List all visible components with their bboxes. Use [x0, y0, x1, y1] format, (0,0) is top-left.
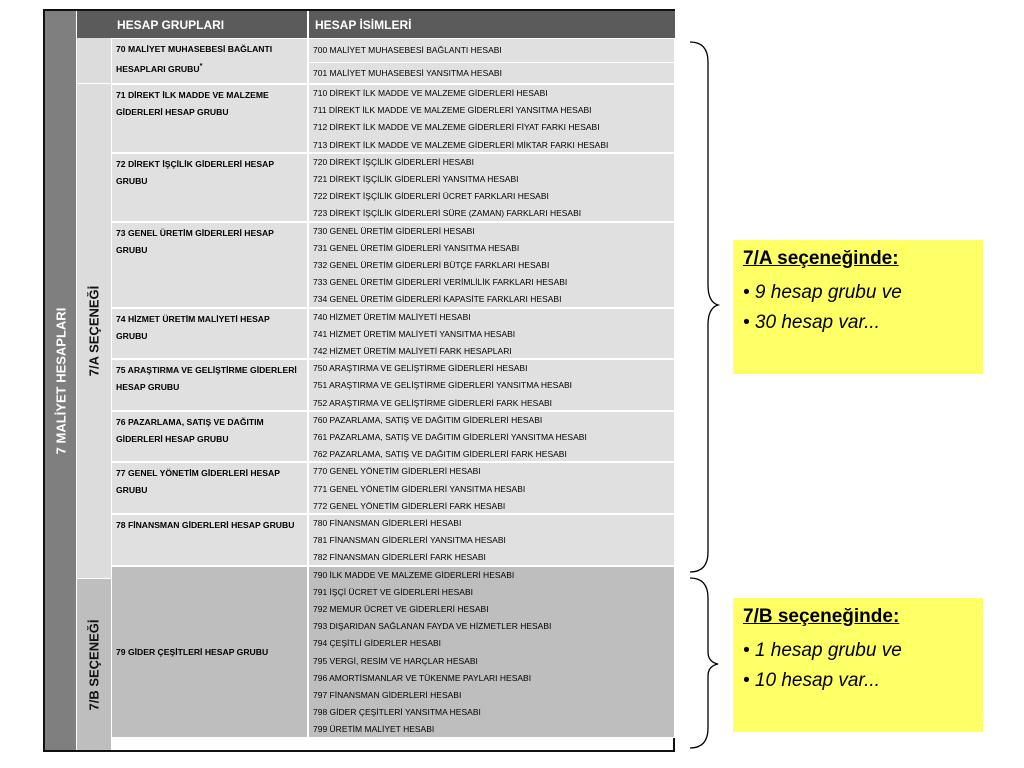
- account-name: 740 HİZMET ÜRETİM MALİYETİ HESABI: [313, 311, 471, 322]
- group-name: 73 GENEL ÜRETİM GİDERLERİ HESAP GRUBU: [116, 227, 274, 255]
- account-name: 791 İŞÇİ ÜCRET VE GİDERLERİ HESABI: [313, 586, 473, 597]
- note-a-item: • 30 hesap var...: [743, 312, 880, 333]
- account-name: 701 MALİYET MUHASEBESİ YANSITMA HESABI: [313, 68, 502, 78]
- group-footnote-mark: *: [199, 62, 203, 70]
- main-label: 7 MALİYET HESAPLARI: [53, 307, 68, 454]
- group-name: 78 FİNANSMAN GİDERLERİ HESAP GRUBU: [116, 520, 295, 530]
- brace-option-b: [690, 578, 718, 748]
- account-name: 781 FİNANSMAN GİDERLERİ YANSITMA HESABI: [313, 535, 506, 546]
- account-name: 720 DİREKT İŞÇİLİK GİDERLERİ HESABI: [313, 156, 474, 167]
- account-name: 723 DİREKT İŞÇİLİK GİDERLERİ SÜRE (ZAMAN) FARKLARI HESABI: [313, 208, 582, 219]
- group-name: 77 GENEL YÖNETİM GİDERLERİ HESAP GRUBU: [116, 468, 280, 496]
- account-name: 793 DIŞARIDAN SAĞLANAN FAYDA VE HİZMETLER HESABI: [313, 621, 552, 632]
- account-name: 700 MALİYET MUHASEBESİ BAĞLANTI HESABI: [313, 45, 502, 55]
- account-name: 750 ARAŞTIRMA VE GELİŞTİRME GİDERLERİ HESABI: [313, 363, 528, 374]
- account-name: 741 HİZMET ÜRETİM MALİYETİ YANSITMA HESABI: [313, 328, 516, 339]
- account-name: 734 GENEL ÜRETİM GİDERLERİ KAPASİTE FARKLARI HESABI: [313, 294, 562, 305]
- account-name: 795 VERGİ, RESİM VE HARÇLAR HESABI: [313, 655, 478, 666]
- account-name: 732 GENEL ÜRETİM GİDERLERİ BÜTÇE FARKLARI HESABI: [313, 259, 550, 270]
- account-name: 731 GENEL ÜRETİM GİDERLERİ YANSITMA HESABI: [313, 242, 520, 253]
- group-name: 70 MALİYET MUHASEBESİ BAĞLANTI HESAPLARI GRUBU: [116, 44, 273, 74]
- account-name: 712 DİREKT İLK MADDE VE MALZEME GİDERLERİ FİYAT FARKI HESABI: [313, 122, 600, 133]
- account-name: 772 GENEL YÖNETİM GİDERLERİ FARK HESABI: [313, 500, 506, 511]
- note-a-title: 7/A seçeneğinde:: [743, 248, 899, 269]
- account-name: 796 AMORTİSMANLAR VE TÜKENME PAYLARI HESABI: [313, 672, 532, 683]
- account-name: 752 ARAŞTIRMA VE GELİŞTİRME GİDERLERİ FARK HESABI: [313, 397, 553, 408]
- account-name: 721 DİREKT İŞÇİLİK GİDERLERİ YANSITMA HESABI: [313, 173, 519, 184]
- account-name: 762 PAZARLAMA, SATIŞ VE DAĞITIM GİDERLERİ FARK HESABI: [313, 449, 567, 460]
- note-b-title: 7/B seçeneğinde:: [743, 606, 900, 627]
- group-name: 72 DİREKT İŞÇİLİK GİDERLERİ HESAP GRUBU: [116, 158, 274, 186]
- account-name: 722 DİREKT İŞÇİLİK GİDERLERİ ÜCRET FARKLARI HESABI: [313, 191, 549, 202]
- account-name: 771 GENEL YÖNETİM GİDERLERİ YANSITMA HESABI: [313, 483, 526, 494]
- note-b-item: • 1 hesap grubu ve: [743, 640, 902, 661]
- account-name: 713 DİREKT İLK MADDE VE MALZEME GİDERLERİ MİKTAR FARKI HESABI: [313, 139, 609, 150]
- account-name: 790 İLK MADDE VE MALZEME GİDERLERİ HESABI: [313, 569, 515, 580]
- account-name: 751 ARAŞTIRMA VE GELİŞTİRME GİDERLERİ YANSITMA HESABI: [313, 380, 573, 391]
- group-name: 76 PAZARLAMA, SATIŞ VE DAĞITIM GİDERLERİ HESAP GRUBU: [116, 416, 264, 444]
- account-name: 742 HİZMET ÜRETİM MALİYETİ FARK HESAPLARI: [313, 345, 512, 356]
- accounts-header: HESAP İSİMLERİ: [308, 11, 675, 38]
- account-name: 733 GENEL ÜRETİM GİDERLERİ VERİMLİLİK FARKLARI HESABI: [313, 277, 568, 288]
- group-name: 71 DİREKT İLK MADDE VE MALZEME GİDERLERİ HESAP GRUBU: [116, 90, 269, 117]
- account-name: 730 GENEL ÜRETİM GİDERLERİ HESABI: [313, 225, 475, 236]
- account-name: 797 FİNANSMAN GİDERLERİ HESABI: [313, 689, 462, 700]
- brace-option-a: [690, 42, 718, 572]
- account-name: 794 ÇEŞİTLİ GİDERLER HESABI: [313, 638, 442, 649]
- note-b-item: • 10 hesap var...: [743, 670, 880, 691]
- group-name: 74 HİZMET ÜRETİM MALİYETİ HESAP GRUBU: [116, 313, 270, 341]
- account-name: 780 FİNANSMAN GİDERLERİ HESABI: [313, 518, 462, 528]
- note-a-item: • 9 hesap grubu ve: [743, 282, 902, 303]
- option-b-label: 7/B SEÇENEĞİ: [86, 618, 102, 711]
- account-name: 782 FİNANSMAN GİDERLERİ FARK HESABI: [313, 552, 486, 563]
- account-name: 798 GİDER ÇEŞİTLERİ YANSITMA HESABI: [313, 707, 481, 718]
- account-name: 799 ÜRETİM MALİYET HESABI: [313, 724, 435, 735]
- account-name: 710 DİREKT İLK MADDE VE MALZEME GİDERLERİ HESABI: [313, 88, 548, 98]
- group-name: 75 ARAŞTIRMA VE GELİŞTİRME GİDERLERİ HESAP GRUBU: [116, 365, 297, 393]
- account-name: 711 DİREKT İLK MADDE VE MALZEME GİDERLERİ YANSITMA HESABI: [313, 105, 592, 116]
- group-name: 79 GİDER ÇEŞİTLERİ HESAP GRUBU: [116, 647, 269, 658]
- account-name: 770 GENEL YÖNETİM GİDERLERİ HESABI: [313, 466, 481, 477]
- account-name: 761 PAZARLAMA, SATIŞ VE DAĞITIM GİDERLERİ YANSITMA HESABI: [313, 431, 587, 442]
- groups-header: HESAP GRUPLARI: [111, 11, 307, 38]
- option-a-label: 7/A SEÇENEĞİ: [86, 285, 102, 377]
- account-name: 760 PAZARLAMA, SATIŞ VE DAĞITIM GİDERLERİ HESABI: [313, 414, 543, 425]
- account-name: 792 MEMUR ÜCRET VE GİDERLERİ HESABI: [313, 603, 489, 614]
